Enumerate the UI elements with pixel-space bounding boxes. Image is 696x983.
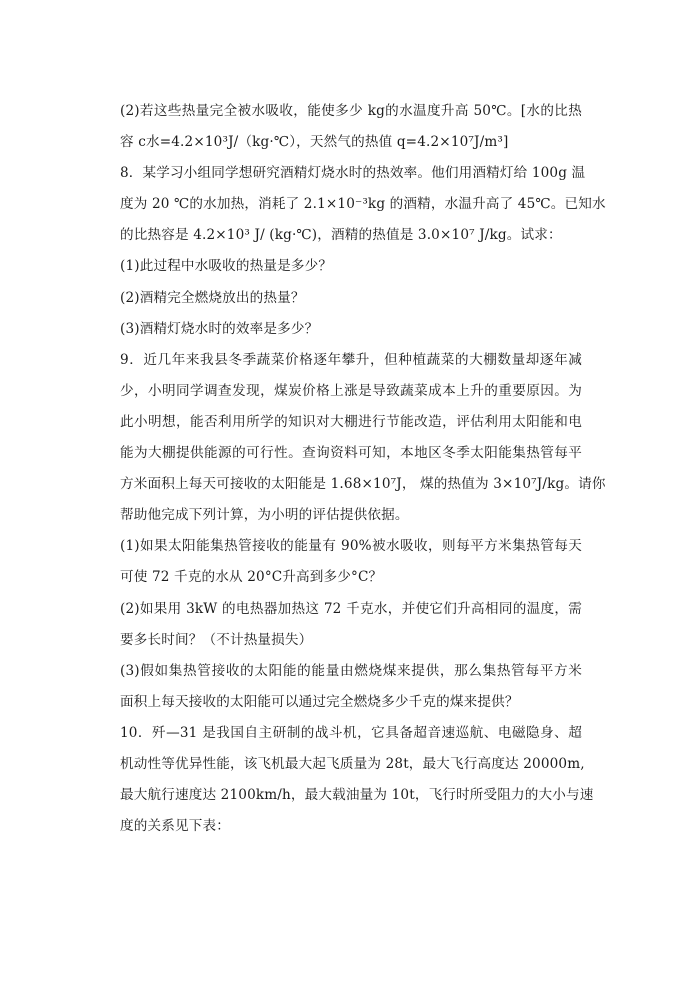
text-line: 度的关系见下表：: [120, 818, 230, 835]
text-line: 此小明想，能否利用所学的知识对大棚进行节能改造，评估利用太阳能和电: [120, 413, 582, 430]
text-line: 可使 72 千克的水从 20°C升高到多少°C？: [120, 569, 383, 586]
text-line: 度为 20 ℃的水加热，消耗了 2.1×10⁻³kg 的酒精，水温升高了 45℃。已知水: [120, 196, 606, 213]
text-line: 面积上每天接收的太阳能可以通过完全燃烧多少千克的煤来提供？: [120, 693, 519, 710]
text-line: 要多长时间？（不计热量损失）: [120, 631, 313, 648]
text-line: 10．歼—31 是我国自主研制的战斗机，它具备超音速巡航、电磁隐身、超: [120, 724, 582, 741]
document-body: [120, 96, 606, 842]
text-line: (2)如果用 3kW 的电热器加热这 72 千克水，并使它们升高相同的温度，需: [120, 600, 582, 617]
text-line: 帮助他完成下列计算，为小明的评估提供依据。: [120, 507, 409, 524]
text-line: 机动性等优异性能，该飞机最大起飞质量为 28t，最大飞行高度达 20000m,: [120, 755, 585, 772]
text-line: 8．某学习小组同学想研究酒精灯烧水时的热效率。他们用酒精灯给 100g 温: [120, 165, 586, 182]
text-line: 能为大棚提供能源的可行性。查询资料可知，本地区冬季太阳能集热管每平: [120, 445, 582, 462]
text-line: 9．近几年来我县冬季蔬菜价格逐年攀升，但种植蔬菜的大棚数量却逐年减: [120, 351, 582, 368]
text-line: (1)如果太阳能集热管接收的能量有 90%被水吸收，则每平方米集热管每天: [120, 538, 582, 555]
text-line: 少，小明同学调查发现，煤炭价格上涨是导致蔬菜成本上升的重要原因。为: [120, 382, 582, 399]
text-line: 最大航行速度达 2100km/h，最大载油量为 10t，飞行时所受阻力的大小与速: [120, 787, 594, 804]
text-line: (3)假如集热管接收的太阳能的能量由燃烧煤来提供，那么集热管每平方米: [120, 662, 582, 679]
text-line: (3)酒精灯烧水时的效率是多少？: [120, 320, 319, 337]
text-line: (2)酒精完全燃烧放出的热量？: [120, 289, 305, 306]
text-line: 容 c水=4.2×10³J/（kg·℃），天然气的热值 q=4.2×10⁷J/m³]: [120, 134, 509, 151]
text-line: 方米面积上每天可接收的太阳能是 1.68×10⁷J， 煤的热值为 3×10⁷J/kg。请你: [120, 476, 606, 493]
text-line: (1)此过程中水吸收的热量是多少？: [120, 258, 333, 275]
text-line: (2)若这些热量完全被水吸收，能使多少 kg的水温度升高 50℃。[水的比热: [120, 103, 582, 119]
text-line: 的比热容是 4.2×10³ J/ (kg·℃)，酒精的热值是 3.0×10⁷ J/kg。试求：: [120, 227, 562, 244]
